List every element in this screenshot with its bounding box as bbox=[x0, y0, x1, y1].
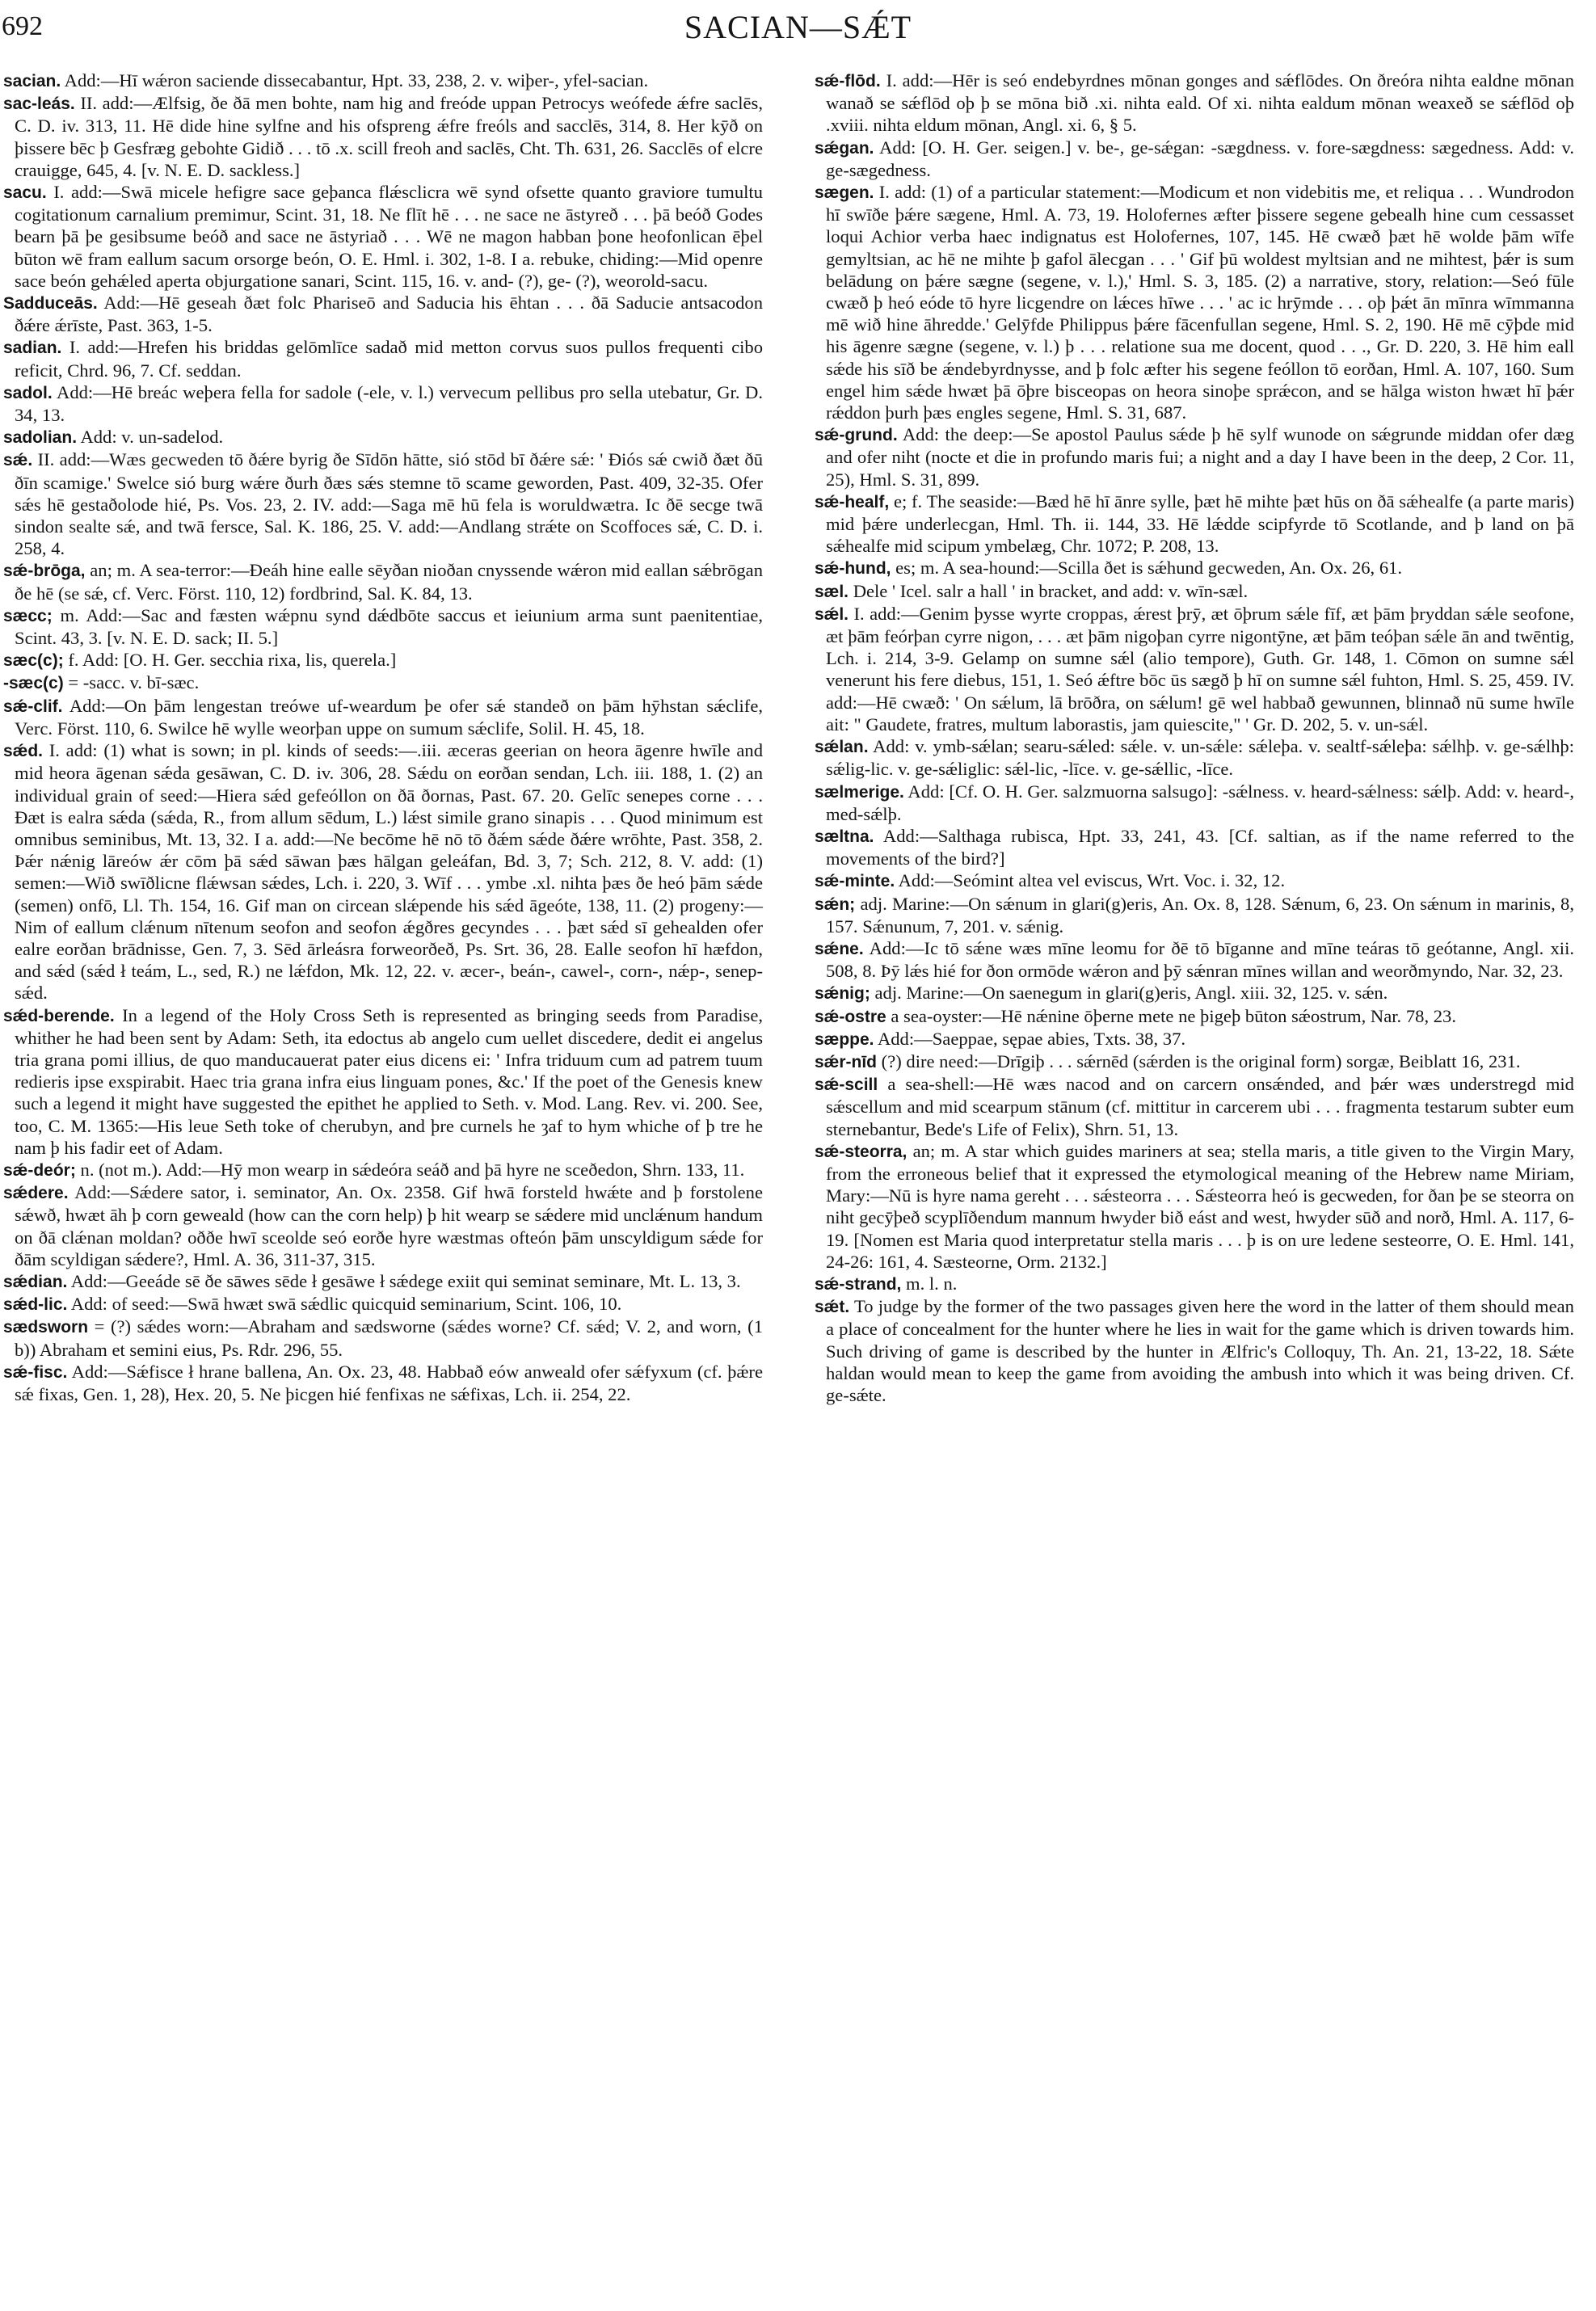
entry-text: I. add: (1) of a particular statement:—Modicum et non videbitis me, et reliqua . . . Wundrodon hī swīðe þǽre sægene, Hml. A. 73, 19. Holofernes æfter þissere segene gebealh hine cum cessasset loqui Achior verba haec indignatus est Holofernes, 107, 145. Hē cwæð þæt hē wolde þām wīfe gemyltsian, ac hē ne mihte þ gafol ālecgan . . . ' Gif þū woldest myltsian and ne mihtest, þǽr is sum belādung on þǽre sægne (segene, v. l.),' Hml. S. 3, 185. (2) a narrative, story, relation:—Seó fūle cwæð þ heó eóde tō hyre licgendre on lǽces hīwe . . . ' ac ic hrȳmde . . . oþ þǽt ān mīnra wīmmanna mē wið hine āhredde.' Gelȳfde Philippus þǽre fācenfullan segene, Hml. S. 2, 190. Hē mē cȳþde mid his āgenre sægne (segene, v. l.) þ . . . relatione sua me docent, quod . . ., Gr. D. 220, 3. Hē him eall sǽde his sīð be ǽndebyrdnysse, and þ folc æfter his segene feóllon tō eorðan, Hml. A. 107, 160. Sum engel him sǽde hwæt þā ōþre bisceopas on heora sinoþe sprǽcon, and se hālga wiston hwæt hī þǽr rǽddon þurh þæs engles segene, Hml. S. 31, 687. bbox=[826, 182, 1575, 423]
entry-text: Add:—Sǽdere sator, i. seminator, An. Ox. 2358. Gif hwā forsteld hwǽte and þ forstolene sǽwð, hwæt āh þ corn geweald (how can the corn help) þ hit wearp se sǽdere mid unclǽnum handum on ðā clǽnan moldan? oððe hwī sceolde seó eorðe hyre wæstmas ofteón þām unscyldigum sǽde for ðām scyldigan sǽdere?, Hml. A. 36, 311-37, 315. bbox=[15, 1182, 763, 1269]
entry-headword: sǽ. bbox=[3, 451, 33, 470]
entry-headword: sæltna. bbox=[815, 827, 874, 846]
entry-headword: sædsworn bbox=[3, 1318, 89, 1337]
entry-headword: sǽ-fisc. bbox=[3, 1362, 68, 1382]
page-number: 692 bbox=[2, 11, 43, 41]
entry-text: I. add: (1) what is sown; in pl. kinds of seeds:—.iii. æceras geerian on heora āgenre hwīle and mid heora āgenan sǽda gesāwan, C. D. iv. 306, 28. Sǽdu on eorðan sendan, Lch. iii. 188, 1. (2) an individual grain of seed:—Hiera sǽd gefeóllon on ðā ðornas, Past. 67. 20. Gelīc senepes corne . . . Ðæt is ealra sǽda (sǽda, R., from allum sēdum, L.) lǽst simile grano sinapis . . . Quod minimum est omnibus seminibus, Mt. 13, 32. I a. add:—Ne becōme hē nō tō ðǽm sǽde ðǽre wrōhte, Past. 358, 2. Þǽr nǽnig lāreów ǽr cōm þā sǽd sāwan þæs hālgan geleáfan, Bd. 3, 7; Sch. 212, 8. V. add: (1) semen:—Wið swīðlicne flǽwsan sǽdes, Lch. i. 220, 3. Wīf . . . ymbe .xl. nihta þæs ðe heó þām sǽde (semen) onfō, Ll. Th. 154, 16. Gif man on circean slǽpende his sǽd āgeóte, 138, 11. (2) progeny:—Nim of eallum clǽnum nītenum seofon and seofon ǽgðres gecyndes . . . þæt sǽd sī gehealden ofer ealre eorðan brādnisse, Gen. 7, 3. Sēd ārleásra forweorðeð, Ps. Srt. 36, 28. Ealle seofon hī hæfdon, and sǽd (sǽd ł teám, L., sed, R.) ne lǽfdon, Mk. 12, 22. v. æcer-, beán-, cawel-, corn-, nǽp-, senep-sǽd. bbox=[15, 740, 763, 1004]
entry-text: I. add:—Hēr is seó endebyrdnes mōnan gonges and sǽflōdes. On ðreóra nihta ealdne mōnan wanað se sǽflōd oþ þ se mōna bið .xi. nihta eald. Of xi. nihta ealdum mōnan weaxeð se sǽflōd oþ .xviii. nihta eldum mōnan, Angl. xi. 6, § 5. bbox=[826, 70, 1574, 136]
entry-text: Add:—Hē breác weþera fella for sadole (-ele, v. l.) vervecum pellibus pro sella utebatur, Gr. D. 34, 13. bbox=[15, 381, 764, 426]
entry-text: m. Add:—Sac and fæsten wǽpnu synd dǽdbōte saccus et ieiunium arma sunt paenitentiae, Scint. 43, 3. [v. N. E. D. sack; II. 5.] bbox=[15, 604, 764, 649]
entry-headword: sǽne. bbox=[815, 939, 864, 958]
entry-headword: sǽ-steorra, bbox=[815, 1142, 907, 1161]
dictionary-entry bbox=[3, 448, 763, 559]
entry-text: (?) dire need:—Drīgiþ . . . sǽrnēd (sǽrden is the original form) sorgæ, Beiblatt 16, 231. bbox=[881, 1050, 1521, 1071]
entry-headword: sæcc; bbox=[3, 606, 53, 625]
dictionary-entry bbox=[815, 735, 1574, 780]
entry-headword: sæl. bbox=[815, 582, 849, 601]
entry-headword: sǽr-nīd bbox=[815, 1052, 878, 1071]
entry-text: Add: [Cf. O. H. Ger. salzmuorna salsugo]: -sǽlness. v. heard-sǽlness: sǽlþ. Add: v. heard-, med-sǽlþ. bbox=[826, 781, 1574, 824]
entry-headword: sǽdere. bbox=[3, 1184, 69, 1203]
dictionary-entry bbox=[3, 1315, 763, 1360]
entry-headword: sǽl. bbox=[815, 604, 849, 624]
entry-headword: sǽd-berende. bbox=[3, 1006, 115, 1025]
entry-headword: sǽ-minte. bbox=[815, 872, 895, 891]
dictionary-entry bbox=[3, 695, 763, 739]
entry-headword: sǽd. bbox=[3, 742, 44, 761]
dictionary-entry bbox=[3, 181, 763, 292]
entry-text: Add:—Saeppae, sępae abies, Txts. 38, 37. bbox=[877, 1028, 1186, 1049]
entry-headword: sadolian. bbox=[3, 428, 78, 448]
dictionary-entry bbox=[815, 893, 1574, 937]
entry-text: = -sacc. v. bī-sæc. bbox=[68, 672, 200, 693]
entry-headword: sælmerige. bbox=[815, 782, 904, 802]
dictionary-entry bbox=[3, 381, 763, 426]
entry-text: In a legend of the Holy Cross Seth is represented as bringing seeds from Paradise, whither he had been sent by Adam: Seth, ita edoctus ab angelo cum uellet discedere, dedit ei angelus tria grana pomi illius, de quo manducauerat pater eius dicens ei: ' Infra triduum cum ad patrem tuum redieris ipse exspirabit. Haec tria grana infra eius linguam pones, &c.' If the poet of the Genesis knew such a legend it might have suggested the epithet he applied to Seth. v. Mod. Lang. Rev. vi. 200. See, too, C. M. 1365:—His leue Seth toke of cherubyn, and þre curnels he ȝaf to hym whiche of þ tre he nam þ his fadir eet of Adam. bbox=[15, 1004, 763, 1158]
dictionary-entry bbox=[815, 557, 1574, 579]
dictionary-entry bbox=[3, 1361, 763, 1405]
dictionary-entry bbox=[815, 1295, 1574, 1406]
entry-text: Add: v. un-sadelod. bbox=[80, 427, 224, 448]
entry-text: To judge by the former of the two passages given here the word in the latter of them should mean a place of concealment for the hunter where he lies in wait for the game which is driven towards him. Such driving of game is described by the hunter in Ælfric's Colloquy, Th. An. 21, 13-22, 18. Sǽte haldan would mean to keep the game from avoiding the ambush into which it was being driven. Cf. ge-sǽte. bbox=[826, 1296, 1574, 1405]
entry-headword: sǽ-strand, bbox=[815, 1274, 902, 1294]
entry-headword: sǽ-deór; bbox=[3, 1160, 76, 1180]
entry-headword: sadol. bbox=[3, 383, 53, 402]
entry-headword: sǽ-grund. bbox=[815, 426, 898, 445]
entry-text: I. add:—Swā micele hefigre sace geþanca flǽsclicra wē synd ofsette quanto graviore tumultu cogitationum carnalium premimur, Scint. 31, 18. Ne flīt hē . . . ne sace ne āstyreð . . . þā beóð Godes bearn þā þe gesibsume beóð and sace ne āstyriað . . . Wē ne magon habban þone heofonlican ēþel būton wē fram eallum sacum orsorge beón, O. E. Hml. i. 302, 1-8. I a. rebuke, chiding:—Mid openre sace beón gehǽled aperta objurgatione sanari, Scint. 115, 16. v. and- (?), ge- (?), weorold-sacu. bbox=[15, 182, 763, 291]
entry-text: II. add:—Wæs gecweden tō ðǽre byrig ðe Sīdōn hātte, sió stōd bī ðǽre sǽ: ' Ðiós sǽ cwið ðæt ðū ðīn scamige.' Swelce sió burg wǽre ðurh ðæs sǽs stemne tō scame geworden, Past. 409, 32-35. Ofer sǽs hē gestaðolode hié, Ps. Vos. 23, 2. IV. add:—Saga mē hū fela is woruldwætra. Ic ðē secge twā sindon sealte sǽ, and twā fersce, Sal. K. 186, 25. V. add:—Andlang strǽte on Scoffoces sǽ, C. D. i. 258, 4. bbox=[15, 449, 763, 559]
entry-headword: sǽ-hund, bbox=[815, 559, 891, 579]
entry-text: a sea-oyster:—Hē nǽnine ōþerne mete ne þigeþ būton sǽostrum, Nar. 78, 23. bbox=[891, 1005, 1456, 1026]
dictionary-entry bbox=[3, 1159, 763, 1181]
dictionary-entry bbox=[815, 1073, 1574, 1140]
entry-text: Add:—On þām lengestan treówe uf-weardum þe ofer sǽ standeð on þām hȳhstan sǽclife, Verc. Först. 110, 6. Swilce hē wylle weorþan uppe on sumum sǽclife, Solil. H. 45, 18. bbox=[15, 695, 763, 739]
dictionary-entry bbox=[3, 69, 763, 92]
entry-headword: sǽgan. bbox=[815, 138, 874, 158]
dictionary-entry bbox=[815, 1005, 1574, 1028]
entry-text: adj. Marine:—On sǽnum in glari(g)eris, An. Ox. 8, 128. Sǽnum, 6, 23. On sǽnum in marinis, 8, 157. Sǽnunum, 7, 201. v. sǽnig. bbox=[826, 893, 1574, 937]
entry-text: a sea-shell:—Hē wæs nacod and on carcern onsǽnded, and þǽr wæs understregd mid sǽscellum and mid scearpum stānum (cf. mittitur in carcerem ubi . . . fragmenta testarum subter eum sternebantur, Bede's Life of Felix), Shrn. 51, 13. bbox=[826, 1074, 1574, 1139]
left-column bbox=[3, 69, 763, 1405]
dictionary-entry bbox=[815, 181, 1574, 423]
entry-text: Add:—Sǽfisce ł hrane ballena, An. Ox. 23, 48. Habbað eów anweald ofer sǽfyxum (cf. þǽre sǽ fixas, Gen. 1, 28), Hex. 20, 5. Ne þicgen hié fenfixas ne sǽfixas, Lch. ii. 254, 22. bbox=[15, 1361, 763, 1404]
dictionary-entry bbox=[815, 603, 1574, 735]
dictionary-entry bbox=[815, 1273, 1574, 1295]
entry-headword: sǽnig; bbox=[815, 984, 870, 1004]
entry-text: adj. Marine:—On saenegum in glari(g)eris, Angl. xiii. 32, 125. v. sǽn. bbox=[874, 983, 1388, 1004]
dictionary-entry bbox=[3, 739, 763, 1004]
dictionary-entry bbox=[3, 1270, 763, 1293]
dictionary-entry bbox=[815, 490, 1574, 558]
entry-headword: sǽ-flōd. bbox=[815, 72, 881, 91]
dictionary-entry bbox=[3, 1293, 763, 1315]
entry-headword: Sadduceās. bbox=[3, 294, 98, 314]
dictionary-entry bbox=[815, 1028, 1574, 1050]
dictionary-entry bbox=[815, 869, 1574, 892]
dictionary-entry bbox=[815, 69, 1574, 137]
dictionary-entry bbox=[3, 1004, 763, 1159]
dictionary-entry bbox=[3, 604, 763, 649]
entry-headword: sǽn; bbox=[815, 895, 856, 914]
entry-text: Add:—Seómint altea vel eviscus, Wrt. Voc. i. 32, 12. bbox=[898, 870, 1286, 891]
entry-text: I. add:—Genim þysse wyrte croppas, ǽrest þrȳ, æt ōþrum sǽle fīf, æt þām þryddan sǽle seofone, æt þām feórþan cyrre nigon, . . . æt þām nigoþan cyrre nigontȳne, æt þām teóþan sǽle ān and twēntig, Lch. i. 214, 3-9. Gelamp on sumne sǽl (alio tempore), Guth. Gr. 148, 1. Cōmon on sumne sǽl venerunt his fere diebus, 151, 1. Seó ǽftre bōc ūs sægð þ hī on sumne sǽl fuhton, Hml. S. 25, 459. IV. add:—Hē cwæð: ' On sǽlum, lā brōðra, on sǽlum! gē wel habbað gewunnen, blinnað nū sume hwīle ait: " Gaudete, fratres, multum laborastis, jam quiescite," ' Gr. D. 202, 5. v. un-sǽl. bbox=[826, 603, 1574, 735]
entry-text: Add: [O. H. Ger. seigen.] v. be-, ge-sǽgan: -sægdness. v. fore-sægdness: sægedness. Add: v. ge-sægedness. bbox=[826, 137, 1574, 180]
entry-headword: sǽ-healf, bbox=[815, 492, 890, 511]
entry-headword: sǽ-scill bbox=[815, 1076, 878, 1095]
entry-text: e; f. The seaside:—Bæd hē hī ānre sylle, þæt hē mihte þæt hūs on ðā sǽhealfe (a parte maris) mid þǽre underlecgan, Hml. Th. ii. 144, 33. Hē lǽdde scipfyrde tō Scotlande, and þ land on þā sǽhealfe mid scipum ymbelæg, Chr. 1072; P. 208, 13. bbox=[826, 490, 1574, 557]
dictionary-entry bbox=[3, 649, 763, 671]
entry-text: m. l. n. bbox=[906, 1273, 958, 1294]
entry-headword: -sæc(c) bbox=[3, 674, 64, 693]
dictionary-entry bbox=[3, 1181, 763, 1270]
entry-text: f. Add: [O. H. Ger. secchia rixa, lis, querela.] bbox=[68, 650, 397, 671]
entry-text: Add: of seed:—Swā hwæt swā sǽdlic quicquid seminarium, Scint. 106, 10. bbox=[70, 1294, 622, 1315]
entry-headword: sæc(c); bbox=[3, 651, 64, 671]
entry-headword: sac-leás. bbox=[3, 95, 75, 114]
dictionary-entry bbox=[815, 137, 1574, 181]
entry-headword: sadian. bbox=[3, 339, 62, 358]
page-header bbox=[0, 5, 1596, 55]
entry-text: n. (not m.). Add:—Hȳ mon wearp in sǽdeóra seáð and þā hyre ne sceðedon, Shrn. 133, 11. bbox=[80, 1159, 745, 1180]
entry-headword: sǽt. bbox=[815, 1298, 850, 1317]
dictionary-entry bbox=[3, 426, 763, 448]
entry-headword: sǽ-brōga, bbox=[3, 562, 86, 581]
dictionary-entry bbox=[815, 982, 1574, 1004]
entry-headword: sǽlan. bbox=[815, 738, 869, 757]
entry-headword: sǽd-lic. bbox=[3, 1295, 68, 1315]
dictionary-entry bbox=[815, 825, 1574, 869]
dictionary-entry bbox=[815, 580, 1574, 603]
dictionary-entry bbox=[3, 559, 763, 604]
entry-text: I. add:—Hrefen his briddas gelōmlīce sadað mid metton corvus suos pullos frequenti cibo reficit, Chrd. 96, 7. Cf. seddan. bbox=[15, 337, 763, 381]
entry-text: an; m. A star which guides mariners at sea; stella maris, a title given to the Virgin Mary, from the erroneous belief that it expressed the etymological meaning of the Hebrew name Miriam, Mary:—Nū is hyre nama gereht . . . sǽsteorra . . . Sǽsteorra heó is gecweden, for ðan þe se steorra on niht gecȳþeð scyplīðendum mannum hwyder bið eást and west, hwyder sūð and norð, Hml. A. 117, 6-19. [Nomen est Maria quod interpretatur stella maris . . . þ is on ure ledene sesteorre, O. E. Hml. 141, 24-26: 161, 4. Sæsteorne, Orm. 2132.] bbox=[826, 1140, 1574, 1272]
dictionary-entry bbox=[815, 1140, 1574, 1273]
entry-text: Add:—Geeáde sē ðe sāwes sēde ł gesāwe ł sǽdege exiit qui seminat seminare, Mt. L. 13, 3. bbox=[70, 1270, 741, 1291]
entry-headword: sǽdian. bbox=[3, 1272, 68, 1291]
entry-text: Add:—Ic tō sǽne wæs mīne leomu for ðē tō bīganne and mīne teáras tō geótanne, Angl. xii. 508, 8. Þȳ lǽs hié for ðon ormōde wǽron and þȳ sǽnran mīnes willan and weorðmyndo, Nar. 32, 23. bbox=[826, 937, 1574, 982]
entry-headword: sacian. bbox=[3, 72, 61, 91]
entry-text: Add:—Hī wǽron saciende dissecabantur, Hpt. 33, 238, 2. v. wiþer-, yfel-sacian. bbox=[64, 70, 649, 91]
dictionary-entry bbox=[815, 781, 1574, 825]
entry-headword: sægen. bbox=[815, 183, 874, 203]
right-column bbox=[815, 69, 1574, 1406]
entry-text: Add:—Hē geseah ðæt folc Phariseō and Saducia his ēhtan . . . ðā Saducie antsacodon ðǽre ǽrīste, Past. 363, 1-5. bbox=[15, 293, 764, 336]
entry-text: Add: v. ymb-sǽlan; searu-sǽled: sǽle. v. un-sǽle: sǽleþa. v. sealtf-sǽleþa: sǽlhþ. v. ge-sǽlhþ: sǽlig-lic. v. ge-sǽliglic: sǽl-lic, -līce. v. ge-sǽllic, -līce. bbox=[826, 736, 1574, 780]
dictionary-entry bbox=[3, 292, 763, 336]
dictionary-entry bbox=[3, 92, 763, 181]
entry-headword: sǽ-ostre bbox=[815, 1007, 886, 1026]
entry-text: es; m. A sea-hound:—Scilla ðet is sǽhund gecweden, An. Ox. 26, 61. bbox=[895, 558, 1403, 579]
entry-text: Add:—Salthaga rubisca, Hpt. 33, 241, 43. [Cf. saltian, as if the name referred to the movements of the bird?] bbox=[826, 825, 1574, 869]
entry-text: = (?) sǽdes worn:—Abraham and sædsworne (sǽdes worne? Cf. sǽd; V. 2, and worn, (1 b)) Abraham et semini eius, Ps. Rdr. 296, 55. bbox=[15, 1316, 763, 1360]
running-head: SACIAN—SǼT bbox=[684, 9, 912, 45]
entry-headword: sæppe. bbox=[815, 1029, 874, 1049]
dictionary-entry bbox=[815, 937, 1574, 982]
dictionary-entry bbox=[815, 423, 1574, 490]
dictionary-entry bbox=[3, 336, 763, 381]
entry-headword: sacu. bbox=[3, 183, 47, 203]
dictionary-entry bbox=[815, 1050, 1574, 1073]
entry-text: Dele ' Icel. salr a hall ' in bracket, and add: v. wīn-sæl. bbox=[853, 580, 1249, 601]
entry-text: Add: the deep:—Se apostol Paulus sǽde þ hē sylf wunode on sǽgrunde middan ofer dæg and ofer niht (nocte et die in profundo maris fui; a night and a day I have been in the deep, 2 Cor. 11, 25), Hml. S. 31, 899. bbox=[826, 424, 1574, 490]
entry-text: an; m. A sea-terror:—Ðeáh hine ealle sēyðan nioðan cnyssende wǽron mid eallan sǽbrōgan ðe hē (se sǽ, cf. Verc. Först. 110, 12) fordbrind, Sal. K. 84, 13. bbox=[15, 560, 763, 604]
entry-headword: sǽ-clif. bbox=[3, 697, 63, 716]
entry-text: II. add:—Ælfsig, ðe ðā men bohte, nam hig and freóde uppan Petrocys weófede ǽfre saclēs, C. D. iv. 313, 11. Hē dide hine sylfne and his ofspreng ǽfre freóls and sacclēs, 314, 8. Her kȳð on þissere bēc þ Gesfræg gebohte Gidið . . . tō .x. scill freoh and saclēs, Cht. Th. 631, 26. Sacclēs of elcre crauigge, 645, 4. [v. N. E. D. sackless.] bbox=[15, 93, 763, 180]
dictionary-entry bbox=[3, 671, 763, 694]
